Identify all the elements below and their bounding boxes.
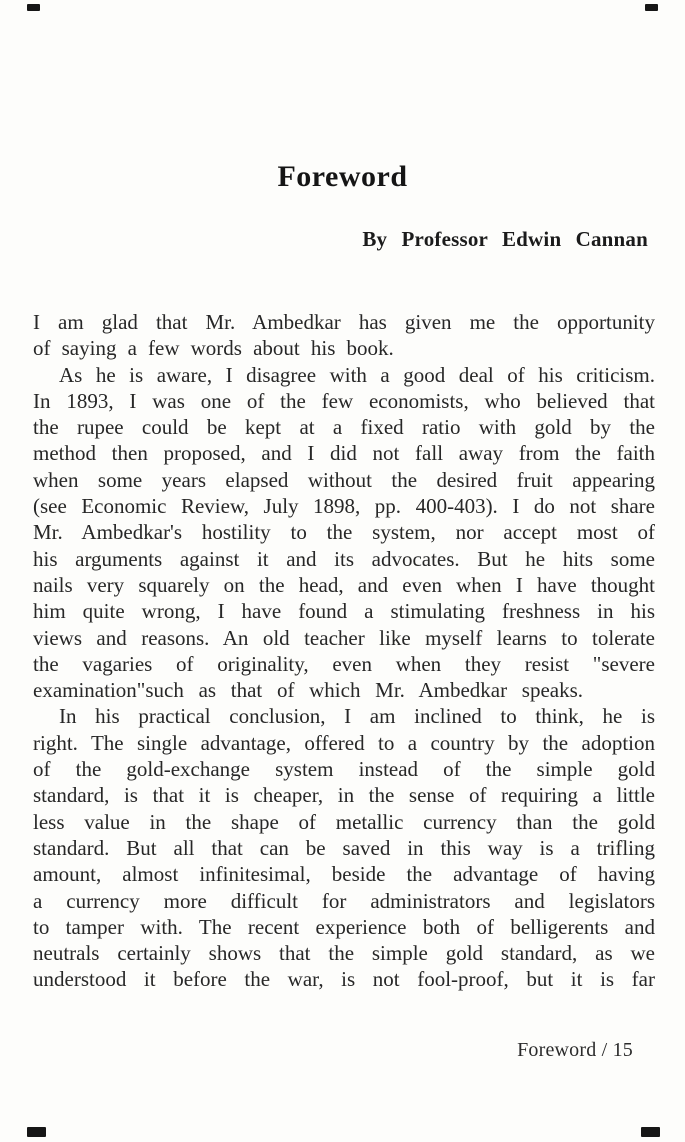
text-line: the rupee could be kept at a fixed ratio with gold by the xyxy=(33,415,655,440)
text-line: Mr. Ambedkar's hostility to the system, nor accept most of xyxy=(33,520,655,545)
page-title: Foreword xyxy=(277,160,408,193)
text-line: In 1893, I was one of the few economists, who believed that xyxy=(33,388,655,413)
text-line: standard. But all that can be saved in this way is a trifling xyxy=(33,835,655,860)
text-line: standard, is that it is cheaper, in the sense of requiring a little xyxy=(33,783,655,808)
text-line: of saying a few words about his book. xyxy=(33,336,394,361)
text-line: when some years elapsed without the desired fruit appearing xyxy=(33,467,655,492)
body-text xyxy=(33,309,655,993)
text-line: method then proposed, and I did not fall away from the faith xyxy=(33,441,655,466)
text-line: right. The single advantage, offered to a country by the adoption xyxy=(33,730,655,755)
text-line: I am glad that Mr. Ambedkar has given me the opportunity xyxy=(33,310,655,334)
byline: By Professor Edwin Cannan xyxy=(362,227,648,251)
scan-corner-mark-top-right xyxy=(645,4,658,11)
text-line: the vagaries of originality, even when they resist "severe xyxy=(33,651,655,676)
text-line: nails very squarely on the head, and even when I have thought xyxy=(33,572,655,597)
text-line: (see Economic Review, July 1898, pp. 400-403). I do not share xyxy=(33,494,655,519)
text-line: him quite wrong, I have found a stimulating freshness in his xyxy=(33,599,655,624)
text-line: views and reasons. An old teacher like myself learns to tolerate xyxy=(33,625,655,650)
text-line: examination"such as that of which Mr. Ambedkar speaks. xyxy=(33,678,584,703)
scan-corner-mark-bottom-right xyxy=(641,1127,660,1137)
scan-corner-mark-top-left xyxy=(27,4,40,11)
text-line: neutrals certainly shows that the simple gold standard, as we xyxy=(33,941,655,966)
page-footer: Foreword / 15 xyxy=(517,1039,633,1061)
text-line: to tamper with. The recent experience both of belligerents and xyxy=(33,914,655,939)
text-line: a currency more difficult for administrators and legislators xyxy=(33,888,655,913)
text-line: of the gold-exchange system instead of the simple gold xyxy=(33,757,655,782)
scan-corner-mark-bottom-left xyxy=(27,1127,46,1137)
text-line: his arguments against it and its advocates. But he hits some xyxy=(33,546,655,571)
text-line: amount, almost infinitesimal, beside the advantage of having xyxy=(33,862,655,887)
text-line: less value in the shape of metallic currency than the gold xyxy=(33,809,655,834)
text-line: In his practical conclusion, I am inclined to think, he is xyxy=(59,704,655,729)
text-line: understood it before the war, is not fool-proof, but it is far xyxy=(33,967,655,992)
text-line: As he is aware, I disagree with a good deal of his criticism. xyxy=(59,362,655,387)
